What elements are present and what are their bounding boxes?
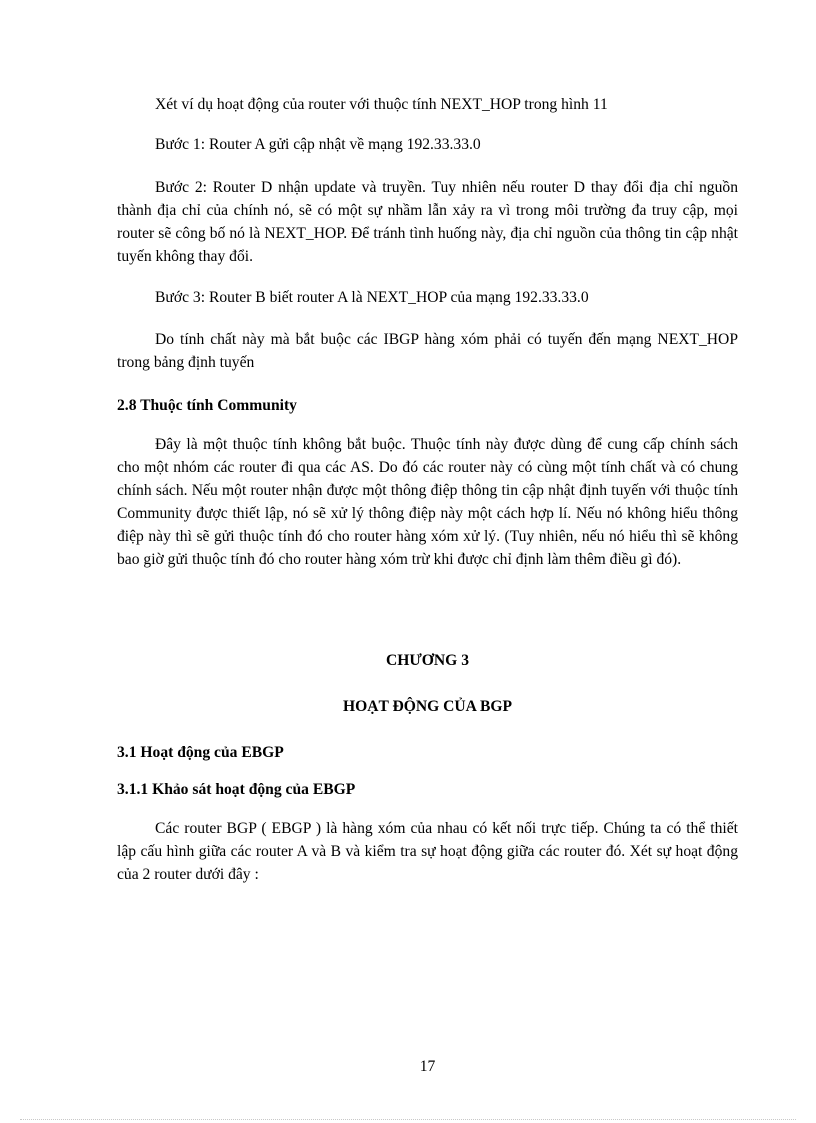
paragraph-step-3: Bước 3: Router B biết router A là NEXT_HOP của mạng 192.33.33.0 bbox=[155, 289, 589, 306]
paragraph-ebgp: Các router BGP ( EBGP ) là hàng xóm của nhau có kết nối trực tiếp. Chúng ta có thể thiết lập cấu hình giữa các router A và B và kiểm tra sự hoạt động giữa các router đó. Xét sự hoạt động của 2 router dưới đây : bbox=[117, 820, 738, 883]
page-bottom-divider bbox=[20, 1119, 796, 1120]
paragraph-next-hop-example: Xét ví dụ hoạt động của router với thuộc tính NEXT_HOP trong hình 11 bbox=[155, 96, 608, 113]
paragraph-step-2: Bước 2: Router D nhận update và truyền. Tuy nhiên nếu router D thay đổi địa chỉ nguồn thành địa chỉ của chính nó, sẽ có một sự nhầm lẫn xảy ra vì trong môi trường đa truy cập, mọi router sẽ công bố nó là NEXT_HOP. Để tránh tình huống này, địa chỉ nguồn của thông tin cập nhật tuyến không thay đổi. bbox=[117, 179, 738, 265]
paragraph-ibgp-note: Do tính chất này mà bắt buộc các IBGP hàng xóm phải có tuyến đến mạng NEXT_HOP trong bảng định tuyến bbox=[117, 331, 738, 371]
paragraph-community: Đây là một thuộc tính không bắt buộc. Thuộc tính này được dùng để cung cấp chính sách cho một nhóm các router đi qua các AS. Do đó các router này có cùng một tính chất và có chung chính sách. Nếu một router nhận được một thông điệp thông tin cập nhật định tuyến với thuộc tính Community được thiết lập, nó sẽ xử lý thông điệp này một cách hợp lí. Nếu nó không hiểu thông điệp này thì sẽ gửi thuộc tính đó cho router hàng xóm xử lý. (Tuy nhiên, nếu nó hiểu thì sẽ không bao giờ gửi thuộc tính đó cho router hàng xóm trừ khi được chỉ định làm thêm điều gì đó). bbox=[117, 436, 738, 568]
paragraph-step-1: Bước 1: Router A gửi cập nhật về mạng 192.33.33.0 bbox=[155, 136, 481, 153]
section-heading-2-8: 2.8 Thuộc tính Community bbox=[117, 397, 297, 414]
section-heading-3-1-1: 3.1.1 Khảo sát hoạt động của EBGP bbox=[117, 781, 356, 798]
chapter-number: CHƯƠNG 3 bbox=[385, 652, 470, 669]
page-number: 17 bbox=[419, 1058, 436, 1075]
chapter-title: HOẠT ĐỘNG CỦA BGP bbox=[342, 698, 513, 715]
section-heading-3-1: 3.1 Hoạt động của EBGP bbox=[117, 744, 284, 761]
